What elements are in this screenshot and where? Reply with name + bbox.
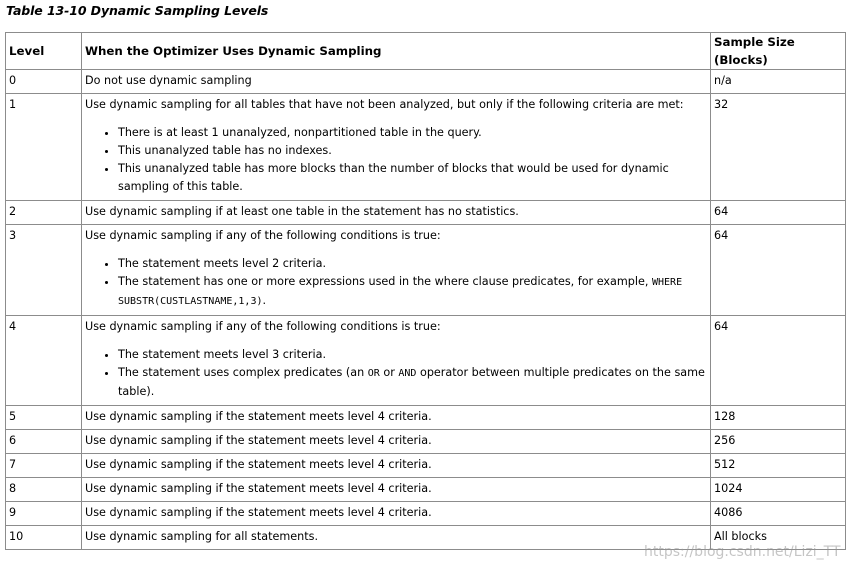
table-row — [6, 406, 846, 430]
criteria-text: . — [262, 294, 267, 307]
criteria-text: The statement has one or more expressions used in the where clause predicates, for example, — [118, 275, 652, 288]
table-row — [6, 454, 846, 478]
table-row — [6, 316, 846, 406]
sample-size-cell: 1024 — [711, 478, 846, 502]
criteria-item: • This unanalyzed table has no indexes. — [118, 142, 707, 160]
criteria-list — [85, 255, 707, 311]
when-text: Use dynamic sampling for all tables that have not been analyzed, but only if the following criteria are met: — [85, 98, 684, 111]
when-cell: Do not use dynamic sampling — [82, 70, 711, 94]
table-caption: Table 13-10 Dynamic Sampling Levels — [6, 3, 269, 18]
when-cell — [82, 316, 711, 406]
level-cell: 3 — [6, 225, 82, 316]
criteria-item: • The statement meets level 2 criteria. — [118, 255, 707, 273]
dynamic-sampling-table — [5, 32, 846, 550]
code-and: AND — [398, 368, 417, 379]
table-row — [6, 430, 846, 454]
when-text: Use dynamic sampling if any of the following conditions is true: — [85, 320, 441, 333]
code-or: OR — [367, 368, 380, 379]
when-cell: Use dynamic sampling if at least one table in the statement has no statistics. — [82, 201, 711, 225]
criteria-item: • There is at least 1 unanalyzed, nonpartitioned table in the query. — [118, 124, 707, 142]
criteria-list — [85, 346, 707, 401]
criteria-item — [118, 273, 707, 311]
when-text: Use dynamic sampling if any of the following conditions is true: — [85, 229, 441, 242]
table-row — [6, 478, 846, 502]
header-level: Level — [6, 33, 82, 70]
sample-size-cell: 64 — [711, 201, 846, 225]
header-sample-size: Sample Size (Blocks) — [711, 33, 846, 70]
when-cell: Use dynamic sampling if the statement meets level 4 criteria. — [82, 406, 711, 430]
criteria-item: • The statement meets level 3 criteria. — [118, 346, 707, 364]
table-row — [6, 94, 846, 201]
level-cell: 4 — [6, 316, 82, 406]
level-cell: 6 — [6, 430, 82, 454]
when-cell: Use dynamic sampling if the statement meets level 4 criteria. — [82, 478, 711, 502]
level-cell: 7 — [6, 454, 82, 478]
when-cell — [82, 94, 711, 201]
when-cell — [82, 225, 711, 316]
header-row — [6, 33, 846, 70]
code-snippet: WHERE SUBSTR(CUSTLASTNAME,1,3) — [118, 277, 683, 307]
criteria-item: • This unanalyzed table has more blocks than the number of blocks that would be used for dynamic sampling of this table. — [118, 160, 707, 196]
criteria-text: or — [379, 366, 399, 379]
sample-size-cell: 256 — [711, 430, 846, 454]
criteria-item — [118, 364, 707, 401]
when-cell: Use dynamic sampling if the statement meets level 4 criteria. — [82, 430, 711, 454]
criteria-list — [85, 124, 707, 196]
sample-size-cell: 32 — [711, 94, 846, 201]
sample-size-cell: 64 — [711, 316, 846, 406]
when-cell: Use dynamic sampling if the statement meets level 4 criteria. — [82, 454, 711, 478]
criteria-text: The statement uses complex predicates (an — [118, 366, 368, 379]
when-cell: Use dynamic sampling for all statements. — [82, 526, 711, 550]
sample-size-cell: 512 — [711, 454, 846, 478]
sample-size-cell: All blocks — [711, 526, 846, 550]
level-cell: 9 — [6, 502, 82, 526]
sample-size-cell: 4086 — [711, 502, 846, 526]
header-when: When the Optimizer Uses Dynamic Sampling — [82, 33, 711, 70]
table-row — [6, 225, 846, 316]
level-cell: 10 — [6, 526, 82, 550]
level-cell: 1 — [6, 94, 82, 201]
when-cell: Use dynamic sampling if the statement meets level 4 criteria. — [82, 502, 711, 526]
level-cell: 0 — [6, 70, 82, 94]
table-row — [6, 70, 846, 94]
criteria-text: operator between multiple predicates on the same table). — [118, 366, 705, 398]
table-row — [6, 502, 846, 526]
watermark: https://blog.csdn.net/Lizi_TT — [644, 544, 841, 560]
level-cell: 8 — [6, 478, 82, 502]
level-cell: 2 — [6, 201, 82, 225]
sample-size-cell: 64 — [711, 225, 846, 316]
table-row — [6, 526, 846, 550]
table-row — [6, 201, 846, 225]
level-cell: 5 — [6, 406, 82, 430]
sample-size-cell: 128 — [711, 406, 846, 430]
sample-size-cell: n/a — [711, 70, 846, 94]
